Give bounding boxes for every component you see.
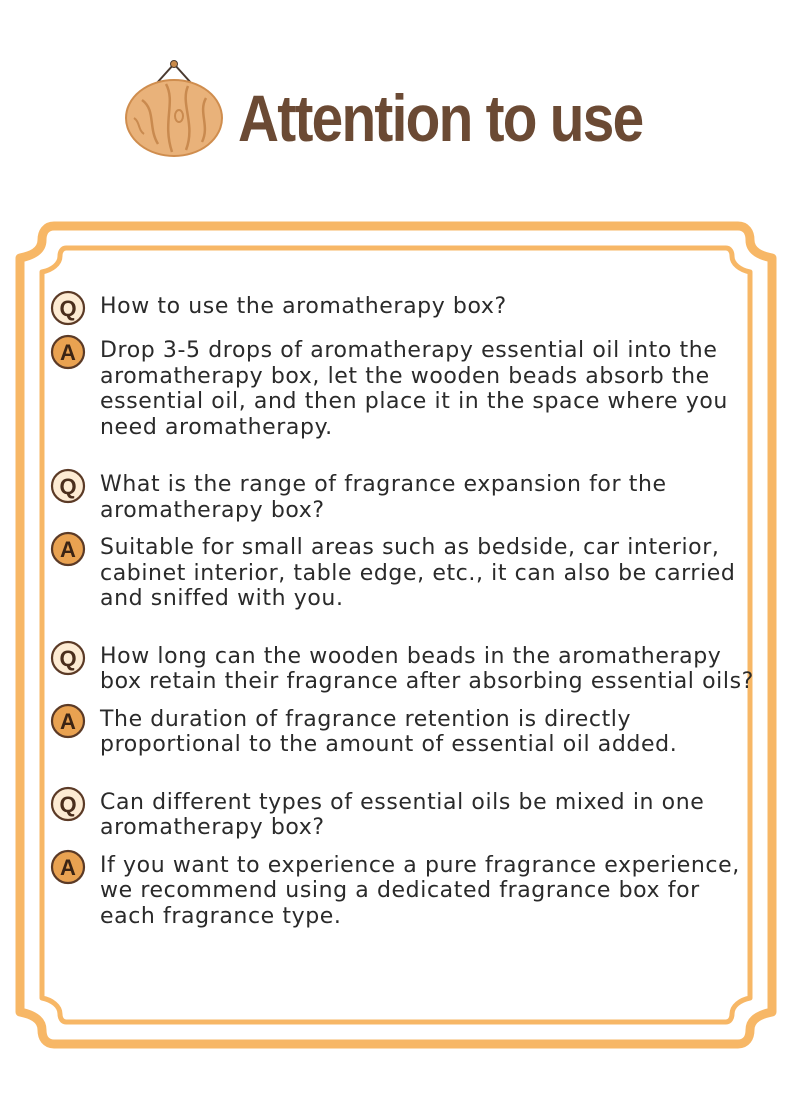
question-badge-icon bbox=[50, 468, 86, 504]
question-badge-icon bbox=[50, 640, 86, 676]
question-row bbox=[50, 786, 760, 841]
answer-badge-icon bbox=[50, 849, 86, 885]
answer-badge-letter: A bbox=[60, 854, 76, 880]
question-badge-letter: Q bbox=[59, 296, 77, 321]
answer-badge-letter: A bbox=[60, 708, 76, 734]
question-badge-letter: Q bbox=[59, 474, 77, 499]
answer-badge-icon bbox=[50, 703, 86, 739]
page-title: Attention to use bbox=[238, 81, 643, 155]
answer-badge-icon bbox=[50, 334, 86, 370]
question-badge-letter: Q bbox=[59, 791, 77, 817]
qa-pair bbox=[50, 640, 760, 758]
question-text: Can different types of essential oils be mixed in one aromatherapy box? bbox=[100, 789, 705, 840]
question-row bbox=[50, 290, 760, 326]
question-badge-icon bbox=[50, 290, 86, 326]
answer-row bbox=[50, 703, 760, 758]
question-row bbox=[50, 640, 760, 695]
question-badge-icon bbox=[50, 786, 86, 822]
answer-badge-letter: A bbox=[60, 537, 76, 562]
answer-row bbox=[50, 334, 760, 440]
wooden-sign-icon bbox=[122, 58, 226, 162]
qa-pair bbox=[50, 468, 760, 612]
answer-text: Drop 3-5 drops of aromatherapy essential oil into the aromatherapy box, let the wooden beads absorb the essential oil, and then place it in the space where you need aromatherapy. bbox=[100, 338, 728, 440]
question-row bbox=[50, 468, 760, 523]
question-text: What is the range of fragrance expansion for the aromatherapy box? bbox=[100, 472, 667, 523]
answer-text: The duration of fragrance retention is directly proportional to the amount of essential oil added. bbox=[100, 706, 678, 757]
qa-pair bbox=[50, 786, 760, 930]
answer-row bbox=[50, 849, 760, 930]
qa-pair bbox=[50, 290, 760, 440]
question-text: How long can the wooden beads in the aromatherapy box retain their fragrance after absorbing essential oils? bbox=[100, 643, 754, 694]
answer-badge-icon bbox=[50, 531, 86, 567]
header bbox=[0, 0, 790, 200]
answer-text: If you want to experience a pure fragrance experience, we recommend using a dedicated fragrance box for each fragrance type. bbox=[100, 852, 740, 929]
answer-text: Suitable for small areas such as bedside, car interior, cabinet interior, table edge, etc., it can also be carried and sniffed with you. bbox=[100, 535, 736, 611]
question-badge-letter: Q bbox=[59, 645, 77, 671]
qa-list bbox=[50, 290, 760, 957]
answer-row bbox=[50, 531, 760, 612]
question-text: How to use the aromatherapy box? bbox=[100, 294, 507, 319]
answer-badge-letter: A bbox=[60, 340, 76, 365]
